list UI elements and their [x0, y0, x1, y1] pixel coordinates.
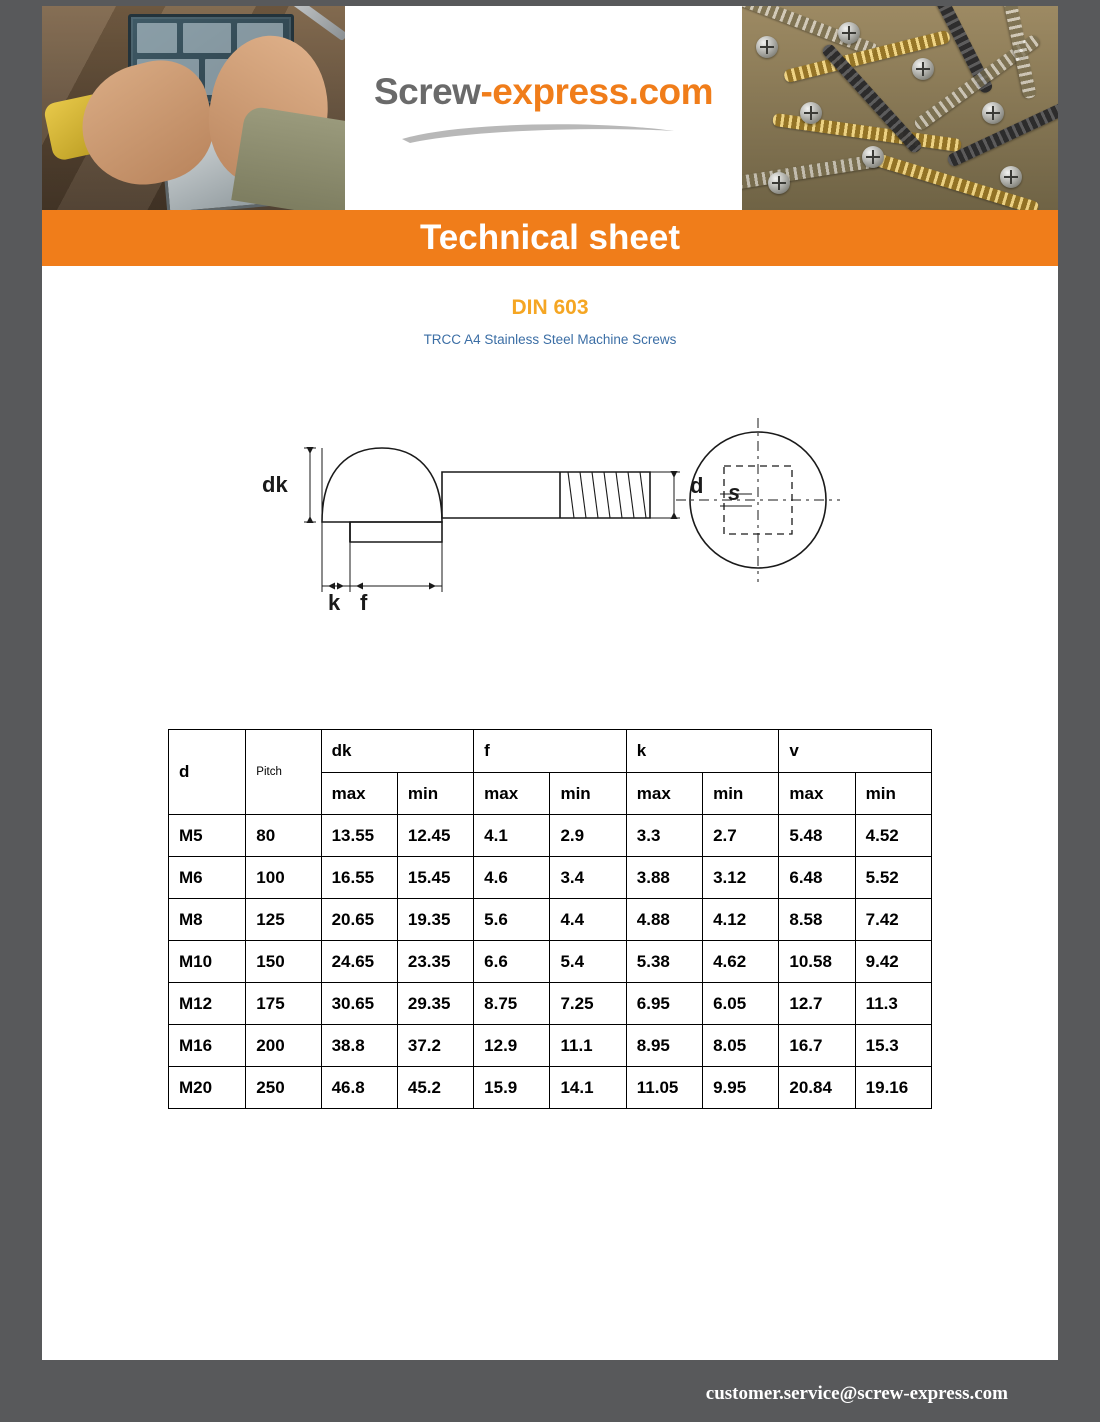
- cell-dk-min: 45.2: [397, 1067, 473, 1109]
- th-dk-max: max: [321, 773, 397, 815]
- cell-k-min: 9.95: [703, 1067, 779, 1109]
- brand-logo: [345, 6, 742, 210]
- cell-d: M10: [169, 941, 246, 983]
- th-k-min: min: [703, 773, 779, 815]
- label-d: d: [690, 473, 704, 498]
- th-v-min: min: [855, 773, 931, 815]
- label-s: s: [728, 480, 741, 505]
- cell-f-max: 15.9: [474, 1067, 550, 1109]
- table-body: [169, 815, 932, 1109]
- table-row: [169, 1067, 932, 1109]
- cell-k-max: 4.88: [626, 899, 702, 941]
- cell-v-min: 9.42: [855, 941, 931, 983]
- cell-dk-min: 19.35: [397, 899, 473, 941]
- brand-name-part2: -express.com: [480, 71, 714, 112]
- swoosh-icon: [394, 119, 694, 145]
- footer: [0, 1360, 1100, 1422]
- cell-dk-min: 15.45: [397, 857, 473, 899]
- cell-pitch: 250: [246, 1067, 321, 1109]
- cell-k-max: 3.88: [626, 857, 702, 899]
- cell-dk-max: 38.8: [321, 1025, 397, 1067]
- cell-f-max: 5.6: [474, 899, 550, 941]
- cell-v-min: 19.16: [855, 1067, 931, 1109]
- cell-dk-max: 24.65: [321, 941, 397, 983]
- cell-k-min: 2.7: [703, 815, 779, 857]
- cell-d: M6: [169, 857, 246, 899]
- cell-dk-min: 12.45: [397, 815, 473, 857]
- cell-v-min: 7.42: [855, 899, 931, 941]
- cell-k-max: 3.3: [626, 815, 702, 857]
- th-f: f: [474, 730, 627, 773]
- cell-k-min: 4.12: [703, 899, 779, 941]
- cell-f-min: 5.4: [550, 941, 626, 983]
- th-k-max: max: [626, 773, 702, 815]
- cell-k-min: 6.05: [703, 983, 779, 1025]
- cell-f-min: 4.4: [550, 899, 626, 941]
- page-title: DIN 603: [511, 296, 589, 319]
- cell-v-max: 20.84: [779, 1067, 855, 1109]
- right-frame-bar: [1058, 0, 1100, 1422]
- brand-wordmark: [374, 71, 713, 113]
- screws-photo: [742, 6, 1058, 210]
- cell-d: M5: [169, 815, 246, 857]
- table-group-header-row: [169, 730, 932, 773]
- th-v-max: max: [779, 773, 855, 815]
- technical-drawing: [250, 410, 870, 620]
- th-f-min: min: [550, 773, 626, 815]
- cell-k-min: 3.12: [703, 857, 779, 899]
- cell-d: M12: [169, 983, 246, 1025]
- label-f: f: [360, 590, 368, 615]
- cell-d: M8: [169, 899, 246, 941]
- cell-f-max: 4.1: [474, 815, 550, 857]
- th-f-max: max: [474, 773, 550, 815]
- cell-dk-min: 23.35: [397, 941, 473, 983]
- label-dk: dk: [262, 472, 288, 497]
- cell-dk-max: 46.8: [321, 1067, 397, 1109]
- th-k: k: [626, 730, 779, 773]
- cell-k-max: 8.95: [626, 1025, 702, 1067]
- cell-pitch: 175: [246, 983, 321, 1025]
- cell-k-min: 4.62: [703, 941, 779, 983]
- page-subtitle: TRCC A4 Stainless Steel Machine Screws: [423, 332, 677, 347]
- cell-v-max: 12.7: [779, 983, 855, 1025]
- cell-f-min: 7.25: [550, 983, 626, 1025]
- cell-f-max: 8.75: [474, 983, 550, 1025]
- table-row: [169, 857, 932, 899]
- th-dk: dk: [321, 730, 474, 773]
- cell-v-min: 4.52: [855, 815, 931, 857]
- cell-d: M16: [169, 1025, 246, 1067]
- cell-k-min: 8.05: [703, 1025, 779, 1067]
- cell-v-max: 10.58: [779, 941, 855, 983]
- screws-background: [742, 6, 1058, 210]
- table-row: [169, 941, 932, 983]
- footer-email[interactable]: customer.service@screw-express.com: [705, 1383, 1008, 1404]
- cell-dk-max: 30.65: [321, 983, 397, 1025]
- cell-f-min: 11.1: [550, 1025, 626, 1067]
- cell-pitch: 125: [246, 899, 321, 941]
- cell-d: M20: [169, 1067, 246, 1109]
- workbench-photo: [42, 6, 345, 210]
- cell-v-max: 6.48: [779, 857, 855, 899]
- cell-f-min: 3.4: [550, 857, 626, 899]
- label-k: k: [328, 590, 341, 615]
- technical-sheet-banner: [42, 210, 1058, 266]
- cell-f-min: 2.9: [550, 815, 626, 857]
- table-row: [169, 899, 932, 941]
- cell-f-max: 4.6: [474, 857, 550, 899]
- cell-f-max: 6.6: [474, 941, 550, 983]
- cell-pitch: 80: [246, 815, 321, 857]
- th-v: v: [779, 730, 932, 773]
- cell-v-max: 8.58: [779, 899, 855, 941]
- cell-dk-max: 20.65: [321, 899, 397, 941]
- cell-dk-min: 29.35: [397, 983, 473, 1025]
- spec-table-container: [168, 729, 932, 1109]
- cell-f-max: 12.9: [474, 1025, 550, 1067]
- th-pitch: Pitch: [246, 730, 321, 815]
- cell-k-max: 6.95: [626, 983, 702, 1025]
- th-dk-min: min: [397, 773, 473, 815]
- cell-f-min: 14.1: [550, 1067, 626, 1109]
- footer-spacer: [42, 1350, 1058, 1360]
- cell-pitch: 200: [246, 1025, 321, 1067]
- spec-table: [168, 729, 932, 1109]
- cell-v-max: 5.48: [779, 815, 855, 857]
- cell-v-min: 15.3: [855, 1025, 931, 1067]
- cell-v-min: 5.52: [855, 857, 931, 899]
- cell-v-max: 16.7: [779, 1025, 855, 1067]
- th-d: d: [169, 730, 246, 815]
- table-row: [169, 983, 932, 1025]
- left-frame-bar: [0, 0, 42, 1422]
- header: [42, 6, 1058, 210]
- table-row: [169, 1025, 932, 1067]
- cell-dk-max: 16.55: [321, 857, 397, 899]
- cell-v-min: 11.3: [855, 983, 931, 1025]
- cell-dk-min: 37.2: [397, 1025, 473, 1067]
- cell-k-max: 11.05: [626, 1067, 702, 1109]
- brand-name-part1: Screw: [373, 71, 481, 112]
- banner-title: Technical sheet: [419, 218, 680, 257]
- cell-dk-max: 13.55: [321, 815, 397, 857]
- table-row: [169, 815, 932, 857]
- cell-pitch: 150: [246, 941, 321, 983]
- sleeve-shape: [231, 105, 345, 210]
- cell-pitch: 100: [246, 857, 321, 899]
- cell-k-max: 5.38: [626, 941, 702, 983]
